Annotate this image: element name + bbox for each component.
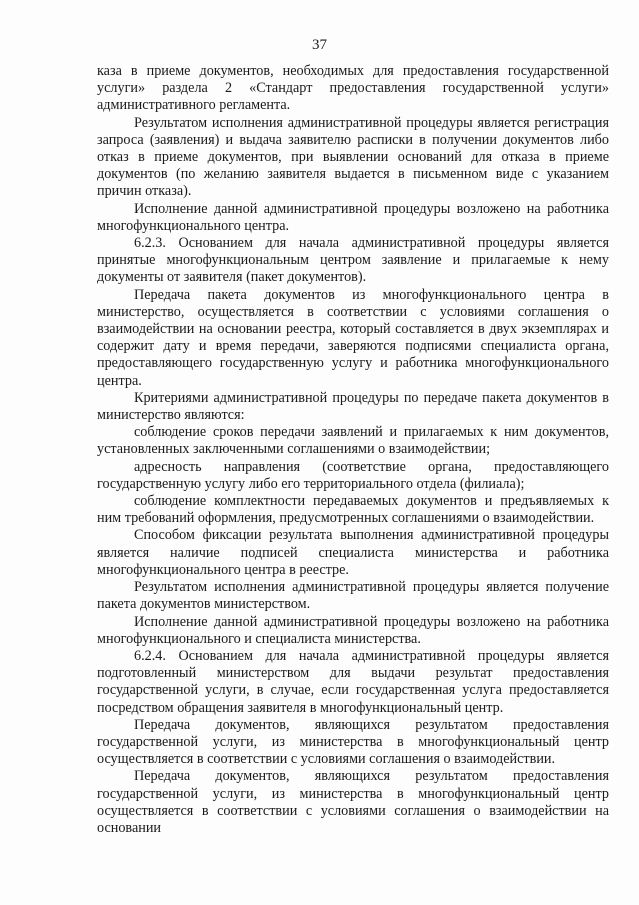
- document-body: [97, 63, 609, 837]
- paragraph: Результатом исполнения административной процедуры является получение пакета документов министерством.: [97, 579, 609, 613]
- page-number: 37: [312, 37, 327, 53]
- paragraph: 6.2.3. Основанием для начала административной процедуры является принятые многофункциональным центром заявление и прилагаемые к нему документы от заявителя (пакет документов).: [97, 235, 609, 286]
- paragraph: 6.2.4. Основанием для начала административной процедуры является подготовленный министерством для выдачи результат предоставления государственной услуги, в случае, если государственная услуга предоставляется посредством обращения заявителя в многофункциональный центр.: [97, 647, 609, 716]
- paragraph: Передача документов, являющихся результатом предоставления государственной услуги, из министерства в многофункциональный центр осуществляется в соответствии с условиями соглашения о взаимодействии на основании: [97, 768, 609, 836]
- paragraph: соблюдение сроков передачи заявлений и прилагаемых к ним документов, установленных заключенными соглашениями о взаимодействии;: [97, 424, 609, 458]
- paragraph: Результатом исполнения административной процедуры является регистрация запроса (заявления) и выдача заявителю расписки в получении документов либо отказ в приеме документов, при выявлении оснований для отказа в приеме документов (по желанию заявителя выдается в письменном виде с указанием причин отказа).: [97, 114, 609, 200]
- paragraph: соблюдение комплектности передаваемых документов и предъявляемых к ним требований оформления, предусмотренных соглашениями о взаимодействии.: [97, 493, 609, 527]
- paragraph: Передача документов, являющихся результатом предоставления государственной услуги, из министерства в многофункциональный центр осуществляется в соответствии с условиями соглашения о взаимодействии.: [97, 716, 609, 768]
- paragraph: Исполнение данной административной процедуры возложено на работника многофункционального и специалиста министерства.: [97, 613, 609, 647]
- paragraph: Передача пакета документов из многофункционального центра в министерство, осуществляется в соответствии с условиями соглашения о взаимодействии на основании реестра, который составляется в двух экземплярах и содержит дату и время передачи, заверяются подписями специалиста органа, предоставляющего государственную услугу и работника многофункционального центра.: [97, 286, 609, 389]
- paragraph: Критериями административной процедуры по передаче пакета документов в министерство являются:: [97, 389, 609, 424]
- paragraph: Способом фиксации результата выполнения административной процедуры является наличие подписей специалиста министерства и работника многофункционального центра в реестре.: [97, 527, 609, 578]
- paragraph: адресность направления (соответствие органа, предоставляющего государственную услугу либо его территориального отдела (филиала);: [97, 458, 609, 492]
- paragraph: Исполнение данной административной процедуры возложено на работника многофункционального центра.: [97, 200, 609, 234]
- paragraph: каза в приеме документов, необходимых для предоставления государственной услуги» раздела 2 «Стандарт предоставления государственной услуги» административного регламента.: [97, 63, 609, 114]
